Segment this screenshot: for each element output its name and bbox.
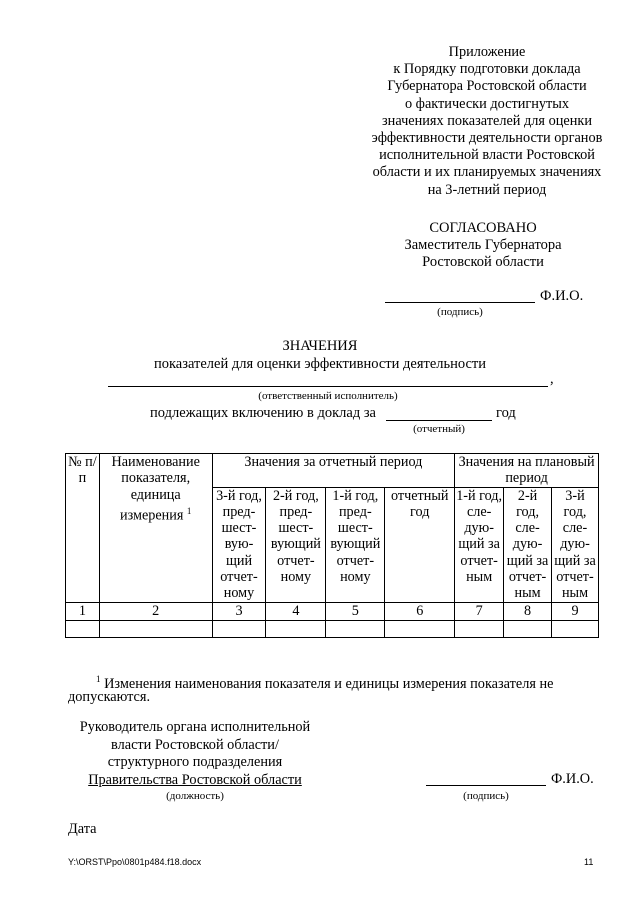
appendix-line: эффективности деятельности органов <box>371 130 603 147</box>
report-prefix: подлежащих включению в доклад за <box>150 405 376 421</box>
appendix-line: области и их планируемых значениях <box>372 164 602 181</box>
executor-comma: , <box>550 371 554 387</box>
header-planning-group: Значения на плановый период <box>455 454 599 488</box>
approval-title: СОГЛАСОВАНО <box>429 220 537 236</box>
position-line: структурного подразделения <box>107 754 283 770</box>
head-name-placeholder: Ф.И.О. <box>551 771 594 787</box>
position-line: Руководитель органа исполнительной <box>79 719 311 735</box>
appendix-line: значениях показателей для оценки <box>382 112 592 129</box>
position-line: Правительства Ростовской области <box>88 771 302 788</box>
appendix-line: о фактически достигнутых <box>404 95 570 112</box>
document-title: ЗНАЧЕНИЯ <box>282 338 358 354</box>
approval-name-placeholder: Ф.И.О. <box>540 288 584 304</box>
executor-line[interactable] <box>108 372 548 387</box>
date-label: Дата <box>68 821 97 837</box>
column-number: 2 <box>99 602 212 620</box>
approval-line: Заместитель Губернатора <box>404 237 562 253</box>
header-planning-year: 2-й год, сле-дую-щий за отчет-ным <box>504 487 552 602</box>
approval-line: Ростовской области <box>422 254 544 270</box>
empty-cell[interactable] <box>212 620 266 637</box>
column-number: 7 <box>455 602 504 620</box>
footer-page-number: 11 <box>584 857 594 867</box>
footnote-ref: 1 <box>186 505 192 516</box>
footnote-text-1: Изменения наименования показателя и единицы измерения показателя не <box>104 675 554 692</box>
appendix-line: к Порядку подготовки доклада <box>393 61 581 78</box>
footnote <box>96 671 606 693</box>
column-number: 3 <box>212 602 266 620</box>
empty-cell[interactable] <box>385 620 455 637</box>
empty-cell[interactable] <box>552 620 599 637</box>
header-reporting-group: Значения за отчетный период <box>212 454 455 488</box>
header-reporting-year: 2-й год, пред-шест-вующий отчет-ному <box>266 487 326 602</box>
indicators-table <box>65 453 599 638</box>
column-number: 5 <box>326 602 385 620</box>
empty-cell[interactable] <box>455 620 504 637</box>
appendix-header <box>328 44 640 199</box>
approval-block <box>368 220 598 271</box>
appendix-line: Приложение <box>448 44 526 60</box>
footer-path: Y:\ORST\Ppo\0801p484.f18.docx <box>68 857 202 867</box>
column-number: 6 <box>385 602 455 620</box>
signature-position <box>70 719 320 789</box>
position-caption: (должность) <box>166 790 224 802</box>
empty-cell[interactable] <box>99 620 212 637</box>
executor-caption: (ответственный исполнитель) <box>258 390 398 402</box>
empty-cell[interactable] <box>66 620 100 637</box>
column-number: 8 <box>504 602 552 620</box>
header-reporting-year: отчетный год <box>385 487 455 602</box>
header-name: Наименование показателя, единица измерения $^1$ <box>99 454 212 603</box>
header-planning-year: 1-й год, сле-дую-щий за отчет-ным <box>455 487 504 602</box>
approval-signature-line[interactable] <box>385 288 535 303</box>
column-number: 4 <box>266 602 326 620</box>
empty-cell[interactable] <box>266 620 326 637</box>
report-year-line[interactable] <box>386 405 492 421</box>
empty-cell[interactable] <box>326 620 385 637</box>
footnote-mark: 1 <box>96 674 101 684</box>
appendix-line: Губернатора Ростовской области <box>387 78 587 95</box>
header-num: № п/п <box>66 454 100 603</box>
header-reporting-year: 1-й год, пред-шест-вующий отчет-ному <box>326 487 385 602</box>
appendix-line: на 3-летний период <box>427 181 547 198</box>
head-signature-line[interactable] <box>426 771 546 786</box>
head-signature-caption: (подпись) <box>463 790 509 802</box>
column-number: 1 <box>66 602 100 620</box>
footnote-text-2: допускаются. <box>68 689 151 705</box>
header-reporting-year: 3-й год, пред-шест-вую-щий отчет-ному <box>212 487 266 602</box>
empty-cell[interactable] <box>504 620 552 637</box>
position-line: власти Ростовской области/ <box>111 736 279 753</box>
report-caption: (отчетный) <box>413 423 465 435</box>
column-number: 9 <box>552 602 599 620</box>
header-planning-year: 3-й год, сле-дую-щий за отчет-ным <box>552 487 599 602</box>
document-subtitle: показателей для оценки эффективности деятельности <box>153 356 487 372</box>
appendix-line: исполнительной власти Ростовской <box>379 147 595 164</box>
report-suffix: год <box>496 405 516 421</box>
approval-signature-caption: (подпись) <box>437 306 483 318</box>
